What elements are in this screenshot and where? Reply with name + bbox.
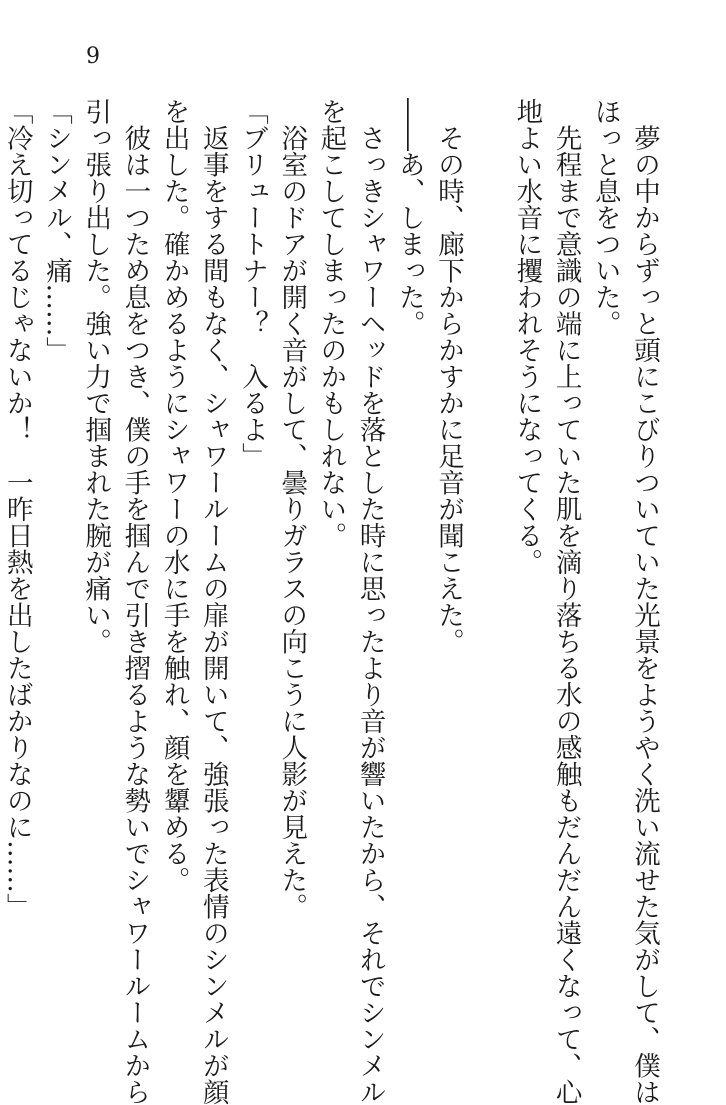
text-line: さっきシャワーヘッドを落とした時に思ったより音が響いたから、それでシンメル <box>354 98 386 1105</box>
text-line: 「冷え切ってるじゃないか！ 一昨日熱を出したばかりなのに……」 <box>1 98 33 920</box>
page-number: 9 <box>86 44 100 69</box>
text-line: を出した。確かめるようにシャワーの水に手を触れ、顔を顰める。 <box>158 98 190 893</box>
text-line: ほっと息をついた。 <box>589 98 621 337</box>
text-line: 「ブリュートナー？ 入るよ」 <box>236 98 268 469</box>
scene-break <box>468 98 507 978</box>
text-line: 彼は一つため息をつき、僕の手を掴んで引き摺るような勢いでシャワールームから <box>119 98 151 1105</box>
text-line: 「シンメル、痛……」 <box>40 98 72 363</box>
text-line: 先程まで意識の端に上っていた肌を滴り落ちる水の感触もだんだん遠くなって、心 <box>550 98 582 1105</box>
text-line: 夢の中からずっと頭にこびりついていた光景をようやく洗い流せた気がして、僕は <box>629 98 660 1105</box>
vertical-text-body <box>0 98 664 1105</box>
text-line: ――あ、しまった。 <box>393 98 425 337</box>
text-line: 浴室のドアが開く音がして、曇りガラスの向こうに人影が見えた。 <box>276 98 308 920</box>
text-line: 返事をする間もなく、シャワールームの扉が開いて、強張った表情のシンメルが顔 <box>197 98 229 1105</box>
text-line: を起こしてしまったのかもしれない。 <box>315 98 347 549</box>
text-line: 引っ張り出した。強い力で掴まれた腕が痛い。 <box>80 98 112 655</box>
text-line: 地よい水音に攫われそうになってくる。 <box>511 98 543 575</box>
text-line: その時、廊下からかすかに足音が聞こえた。 <box>433 98 464 655</box>
